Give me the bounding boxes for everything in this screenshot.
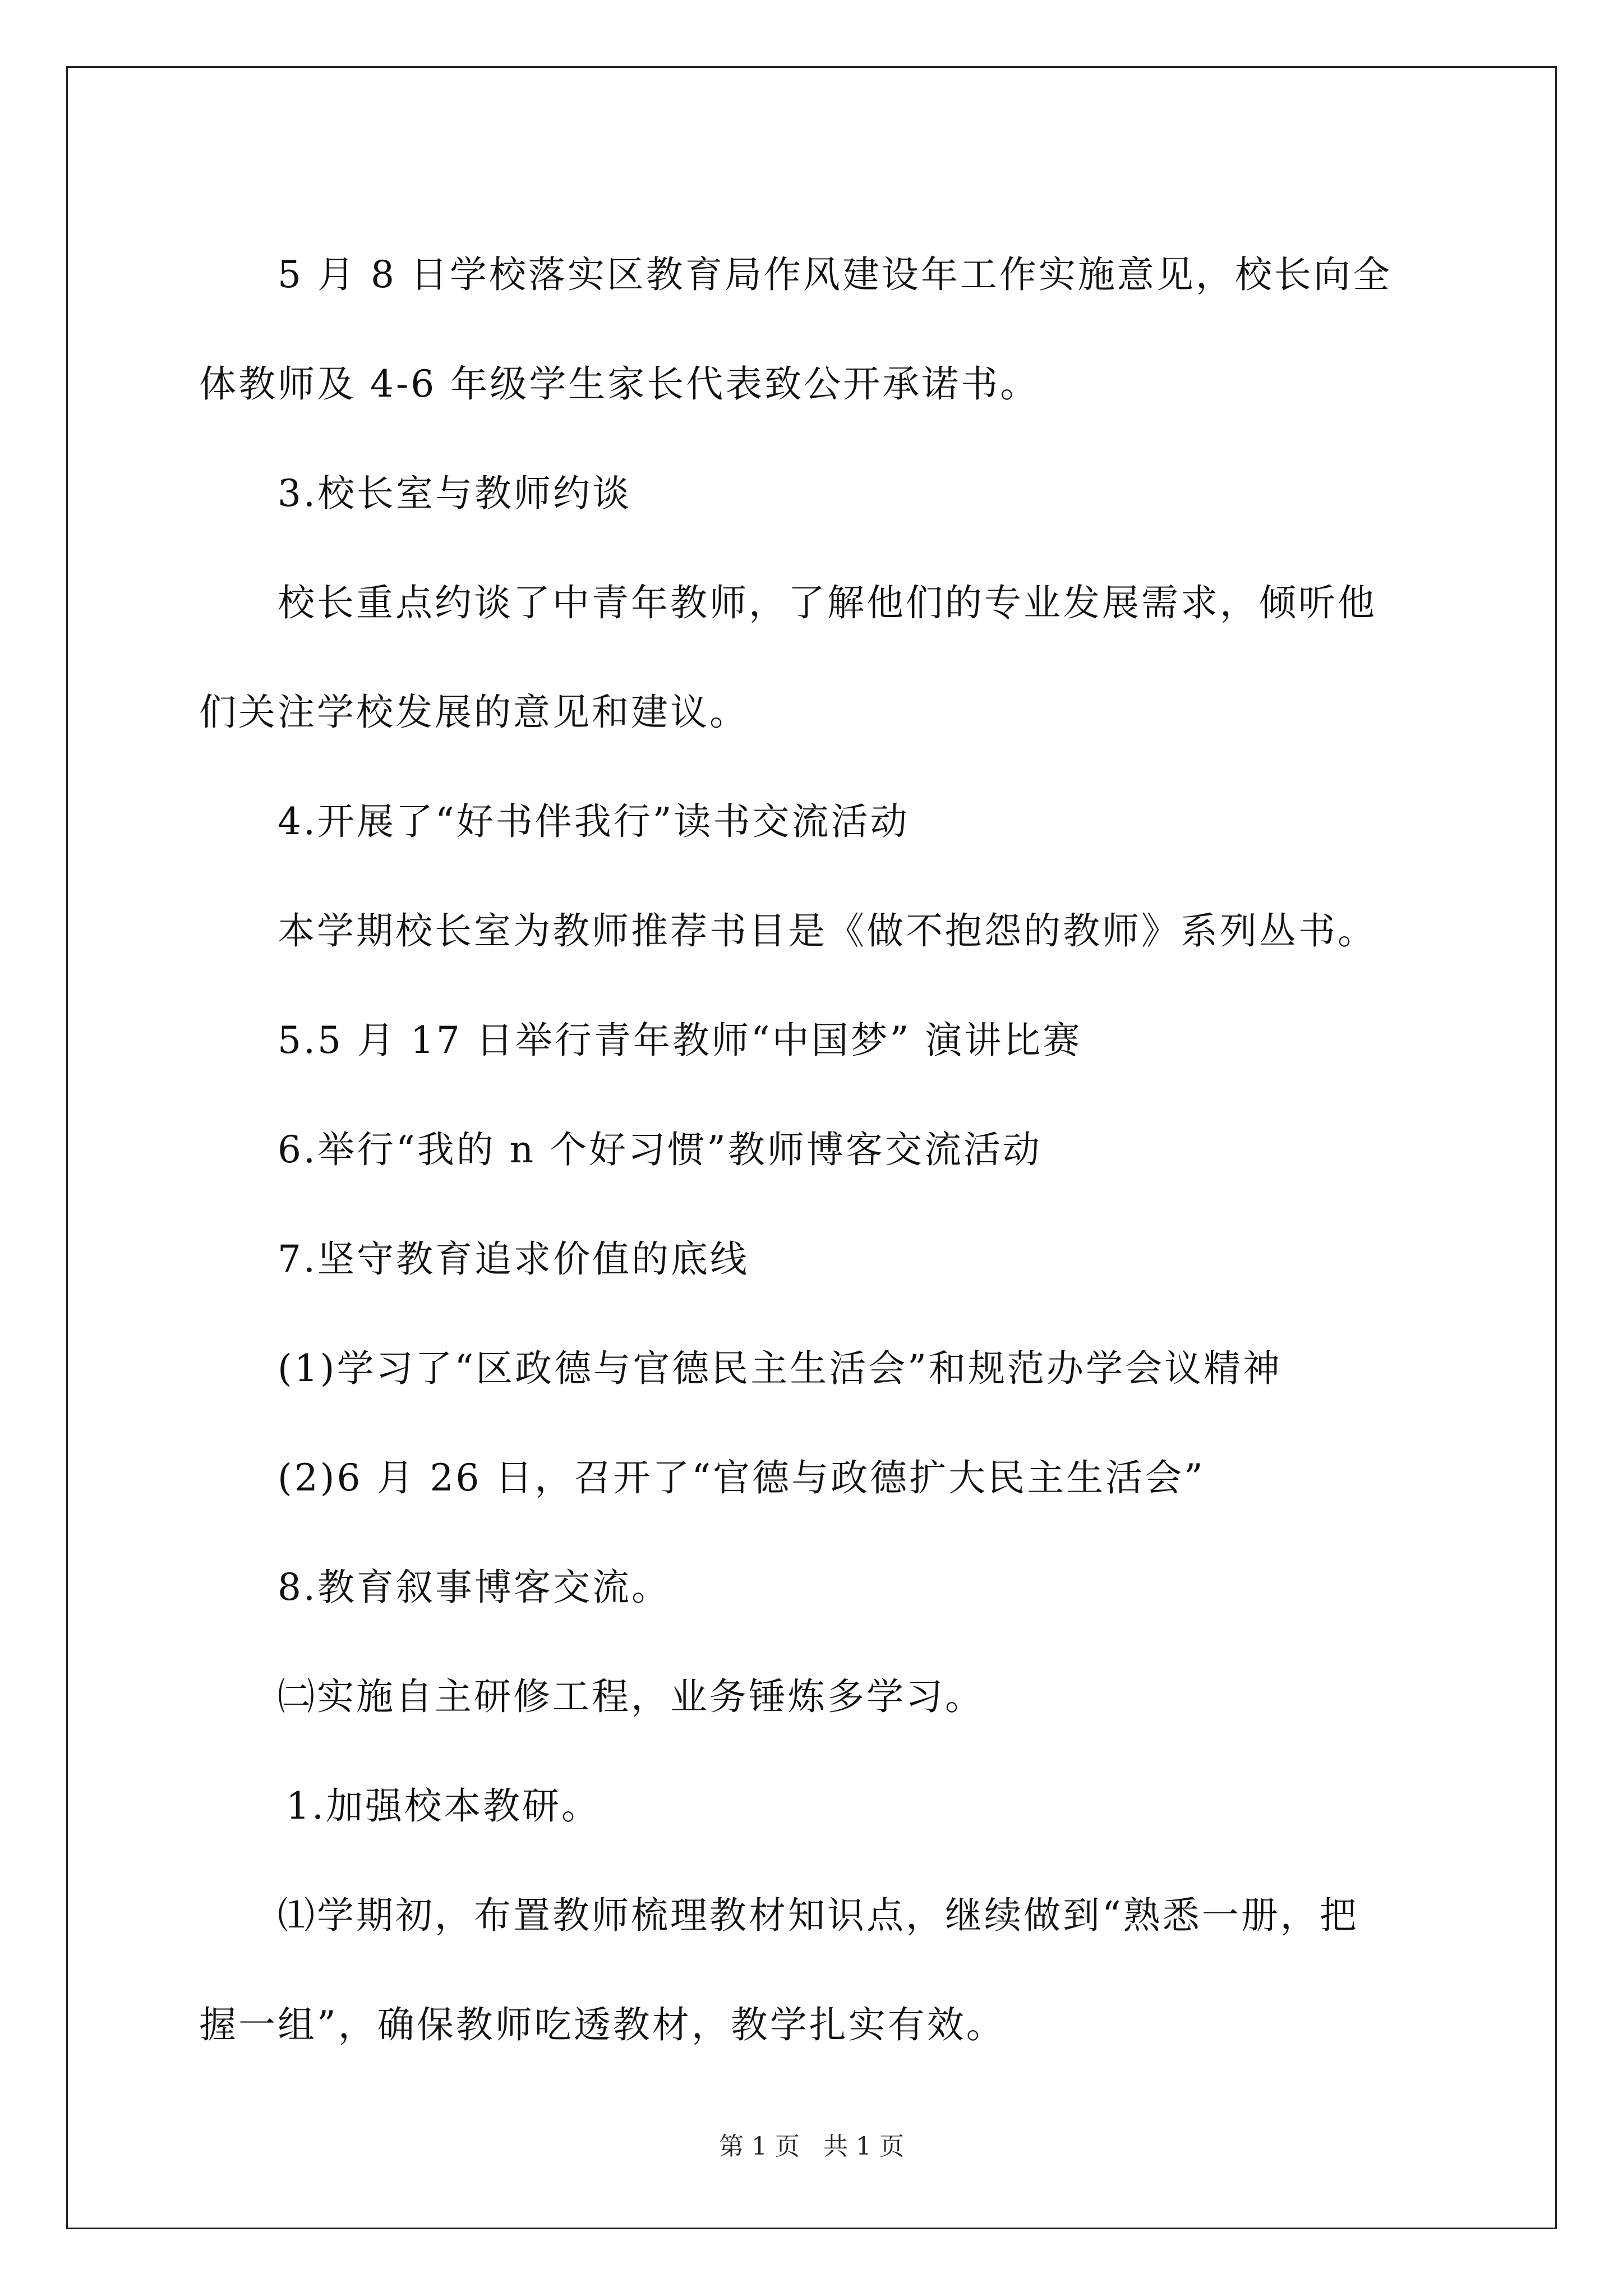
list-item: (2)6 月 26 日，召开了“官德与政德扩大民主生活会” xyxy=(278,1456,1205,1499)
paragraph-line: 校长重点约谈了中青年教师，了解他们的专业发展需求，倾听他 xyxy=(278,581,1377,624)
page-number: 第 1 页 xyxy=(719,2132,800,2161)
paragraph-line: 体教师及 4-6 年级学生家长代表致公开承诺书。 xyxy=(199,362,1040,406)
section-heading: ㈡实施自主研修工程，业务锤炼多学习。 xyxy=(278,1675,984,1718)
section-heading: 6.举行“我的 n 个好习惯”教师博客交流活动 xyxy=(278,1128,1042,1171)
paragraph-line: 们关注学校发展的意见和建议。 xyxy=(199,691,749,734)
document-body xyxy=(199,220,1427,2079)
paragraph-line: 5 月 8 日学校落实区教育局作风建设年工作实施意见，校长向全 xyxy=(278,253,1392,296)
paragraph-line: 本学期校长室为教师推荐书目是《做不抱怨的教师》系列丛书。 xyxy=(278,909,1377,953)
page-footer xyxy=(0,2126,1623,2162)
section-heading: 3.校长室与教师约谈 xyxy=(278,472,631,515)
list-item: (1)学习了“区政德与官德民主生活会”和规范办学会议精神 xyxy=(278,1347,1282,1390)
section-heading: 5.5 月 17 日举行青年教师“中国梦” 演讲比赛 xyxy=(278,1019,1082,1062)
section-heading: 8.教育叙事博客交流。 xyxy=(278,1566,671,1609)
section-heading: 4.开展了“好书伴我行”读书交流活动 xyxy=(278,800,910,843)
page-total: 共 1 页 xyxy=(823,2132,904,2161)
section-heading: 1.加强校本教研。 xyxy=(286,1784,601,1828)
section-heading: 7.坚守教育追求价值的底线 xyxy=(278,1237,749,1281)
paragraph-line: ⑴学期初，布置教师梳理教材知识点，继续做到“熟悉一册，把 xyxy=(278,1894,1359,1937)
paragraph-line: 握一组”，确保教师吃透教材，教学扎实有效。 xyxy=(199,2003,1006,2046)
